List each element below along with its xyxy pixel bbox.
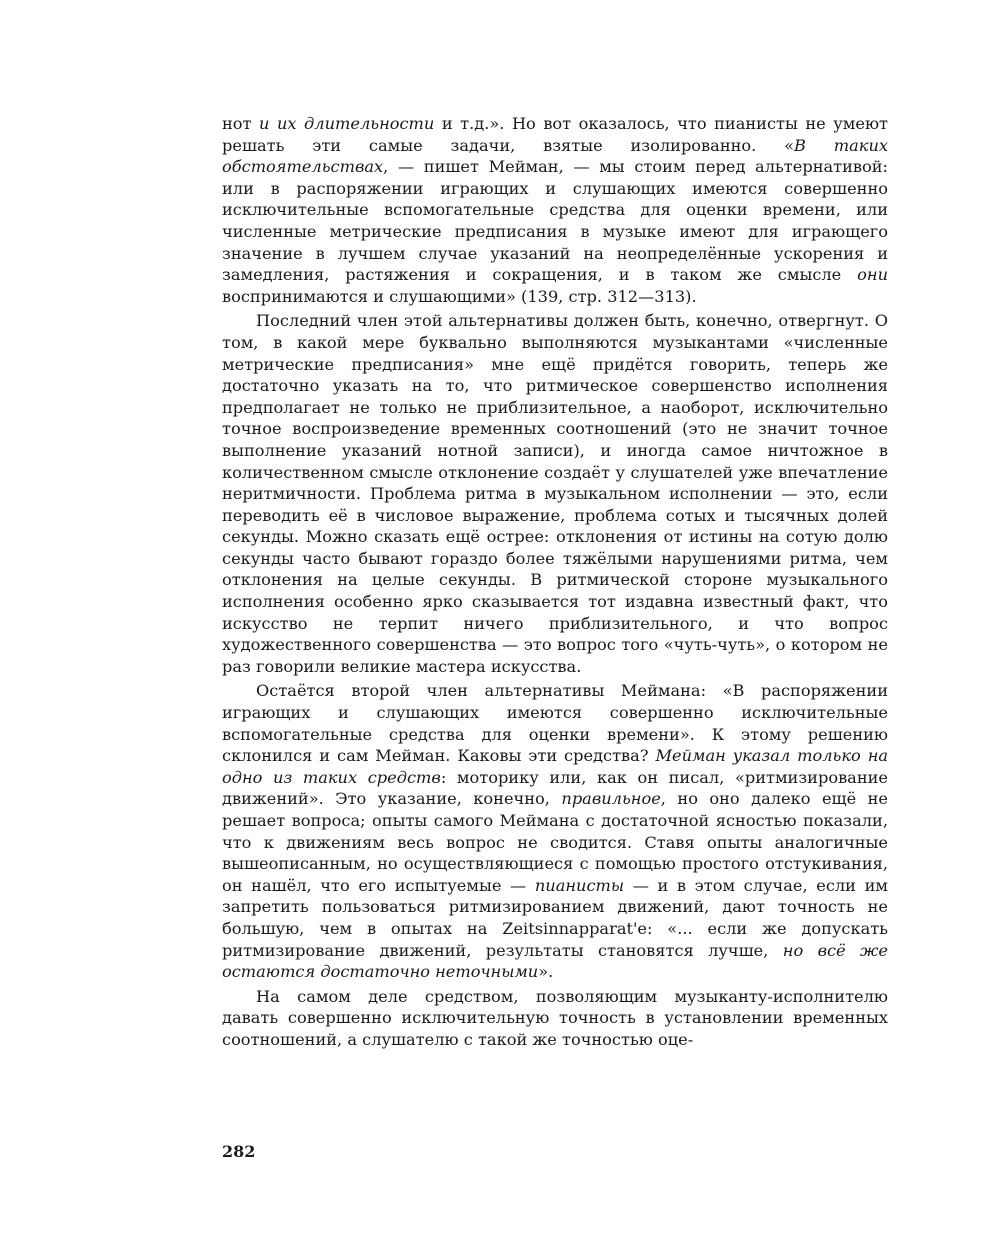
text-segment: ». (538, 962, 554, 982)
italic-segment: пианисты (534, 875, 625, 895)
italic-segment: и их длительности (259, 114, 435, 133)
italic-segment: Мейман указал только на одно из таких средств (222, 746, 889, 787)
paragraph-4 (222, 986, 888, 1051)
italic-segment: правильное (561, 789, 661, 809)
italic-segment: но всё же остаются достаточно неточными (222, 940, 888, 982)
text-segment: нот (222, 114, 260, 133)
paragraph-3 (222, 680, 888, 982)
paragraph-2 (222, 310, 888, 677)
text-segment: и т.д.». Но вот оказалось, что пианисты не умеют решать эти самые задачи, взятые изолированно. « (222, 114, 889, 155)
text-segment: : моторику или, как он писал, «ритмизирование движений». Это указание, конечно, (222, 767, 888, 809)
text-segment: Остаётся второй член альтернативы Меймана: «В распоряжении играющих и слушающих имеются совершенно исключительные вспомогательные средства для оценки времени». К этому решению склонился и сам Мейман. Каковы эти средства? (222, 681, 888, 766)
text-segment: воспринимаются и слушающими» (139, стр. 312—313). (222, 286, 697, 306)
page-number: 282 (222, 1142, 256, 1161)
text-segment: Последний член этой альтернативы должен быть, конечно, отвергнут. О том, в какой мере буквально выполняются музыкантами «численные метрические предписания» мне ещё придётся говорить, теперь же достаточно указать на то, что ритмическое совершенство исполнения предполагает не только не приблизительное, а наоборот, исключительно точное воспроизведение временных соотношений (это не значит точное выполнение указаний нотной записи), и иногда самое ничтожное в количественном смысле отклонение создаёт у слушателей уже впечатление неритмичности. Проблема ритма в музыкальном исполнении — это, если переводить её в числовое выражение, проблема сотых и тысячных долей секунды. Можно сказать ещё острее: отклонения от истины на сотую долю секунды часто бывают гораздо более тяжёлыми нарушениями ритма, чем отклонения на целые секунды. В ритмической стороне музыкального исполнения особенно ярко сказывается тот издавна известный факт, что искусство не терпит ничего приблизительного, и что вопрос художественного совершенства — это вопрос того «чуть-чуть», о котором не раз говорили великие мастера искусства. (222, 311, 888, 676)
italic-segment: В таких обстоятельствах (222, 135, 889, 177)
text-segment: На самом деле средством, позволяющим музыканту-исполнителю давать совершенно исключительную точность в установлении временных соотношений, а слушателю с такой же точностью оце- (222, 986, 888, 1049)
text-segment: — и в этом случае, если им запретить пользоваться ритмизированием движений, дают точность не большую, чем в опытах на Zeitsinnapparat'е: «... если же допускать ритмизирование движений, результаты становятся лучше, (222, 875, 888, 960)
text-segment: , но оно далеко ещё не решает вопроса; опыты самого Меймана с достаточной ясностью показали, что к движениям весь вопрос не сводится. Ставя опыты аналогичные вышеописанным, но осуществляющиеся с помощью простого отстукивания, он нашёл, что его испытуемые — (222, 789, 888, 895)
paragraph-1 (222, 113, 888, 307)
text-segment: , — пишет Мейман, — мы стоим перед альтернативой: или в распоряжении играющих и слушающих имеются совершенно исключительные вспомогательные средства для оценки времени, или численные метрические предписания в музыке имеют для играющего значение в лучшем случае указаний на неопределённые ускорения и замедления, растяжения и сокращения, и в таком же смысле (222, 157, 888, 285)
page-body (222, 113, 888, 1054)
italic-segment: они (857, 265, 888, 285)
